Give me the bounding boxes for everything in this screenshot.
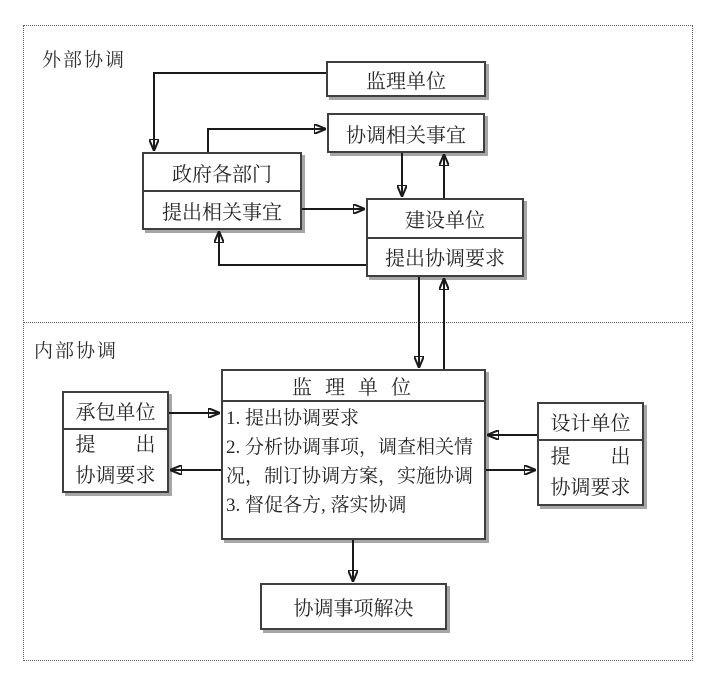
body-line: 提 出 [550,445,631,468]
box-internal-supervision-unit [221,369,486,540]
box-coordination-resolved [260,583,447,630]
box-body [539,439,642,504]
body-line: 协调要求 [550,476,631,499]
task-line: 况，制订协调方案，实施协调 [226,466,474,487]
box-external-supervision-unit [326,61,486,97]
box-subtitle: 提出相关事宜 [144,190,300,228]
box-title: 政府各部门 [172,163,272,186]
box-contractor-unit [62,391,169,493]
task-line: 1. 提出协调要求 [226,408,360,429]
box-construction-unit [366,198,524,277]
box-title: 监理单位 [366,70,446,93]
box-subtitle: 提出协调要求 [368,237,522,276]
box-title: 承包单位 [75,402,156,424]
box-title: 协调事项解决 [293,598,414,620]
internal-coordination-label: 内部协调 [34,341,119,362]
external-coordination-label: 外部协调 [42,50,127,71]
box-title: 监 理 单 位 [292,377,415,399]
box-design-unit [537,402,644,506]
task-line: 2. 分析协调事项，调查相关情 [226,437,474,458]
box-title: 设计单位 [550,413,631,435]
supervision-task-list [223,400,484,538]
box-title: 建设单位 [405,209,485,232]
box-coordinate-related-matters [327,113,485,153]
box-body [64,428,167,492]
box-title: 协调相关事宜 [346,124,466,147]
box-government-departments [142,152,302,230]
body-line: 提 出 [75,434,156,456]
section-divider-line [23,322,693,323]
body-line: 协调要求 [75,465,156,487]
task-line: 3. 督促各方, 落实协调 [226,495,407,516]
